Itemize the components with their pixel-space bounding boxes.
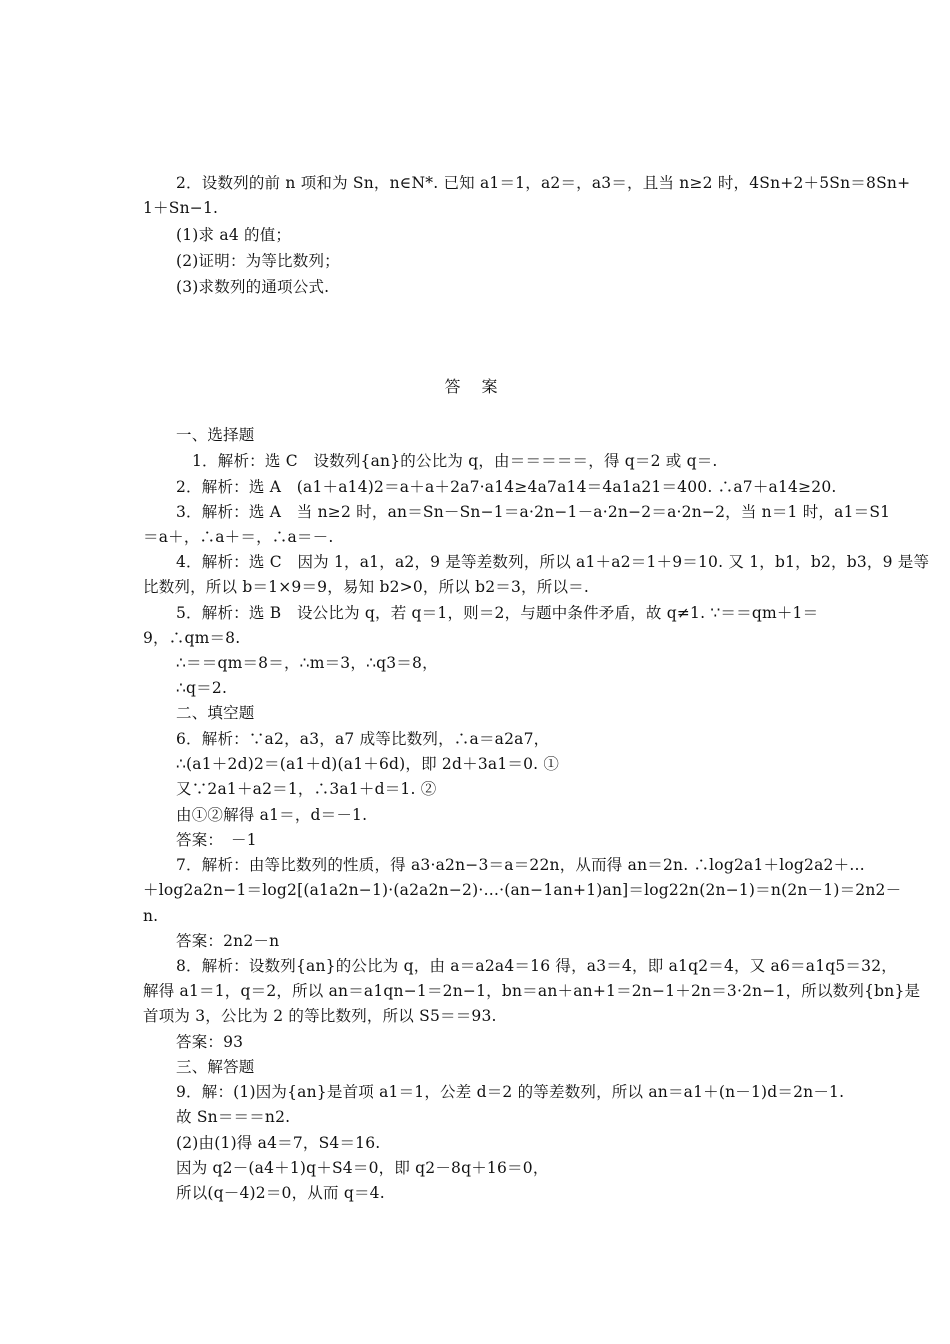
answer-line: 2．解析：选 A (a1＋a14)2＝a＋a＋2a7·a14≥4a7a14＝4a1a21＝400. ∴a7＋a14≥20.	[176, 478, 837, 496]
answer-line: 因为 q2－(a4＋1)q＋S4＝0，即 q2－8q＋16＝0，	[176, 1159, 549, 1177]
answer-line: 8．解析：设数列{an}的公比为 q，由 a＝a2a4＝16 得，a3＝4，即 a1q2＝4，又 a6＝a1q5＝32，	[176, 957, 897, 975]
section-heading: 一、选择题	[176, 426, 255, 444]
answer-line: 答案：2n2－n	[176, 932, 280, 950]
answer-line: 9．解：(1)因为{an}是首项 a1＝1，公差 d＝2 的等差数列，所以 an＝a1＋(n－1)d＝2n－1.	[176, 1083, 845, 1101]
answer-line: n.	[143, 907, 159, 925]
problem-line: (2)证明：为等比数列；	[176, 252, 340, 270]
answer-line: 由①②解得 a1＝，d＝－1.	[176, 806, 368, 824]
answer-line: ＝a＋，∴a＋＝，∴a＝－.	[143, 528, 334, 546]
problem-line: (1)求 a4 的值；	[176, 226, 292, 244]
answer-line: 故 Sn＝＝＝n2.	[176, 1108, 291, 1126]
answer-line: 所以(q－4)2＝0，从而 q＝4.	[176, 1184, 385, 1202]
answer-line: 1．解析：选 C 设数列{an}的公比为 q，由＝＝＝＝＝，得 q＝2 或 q＝.	[192, 452, 718, 470]
problem-line: 2．设数列的前 n 项和为 Sn，n∈N*. 已知 a1＝1，a2＝，a3＝，且当 n≥2 时，4Sn+2＋5Sn＝8Sn+	[176, 174, 911, 192]
answer-line: 6．解析：∵a2，a3，a7 成等比数列，∴a＝a2a7，	[176, 730, 550, 748]
answer-line: ∴(a1＋2d)2＝(a1＋d)(a1＋6d)，即 2d＋3a1＝0. ①	[176, 755, 560, 773]
answer-line: ∴q＝2.	[176, 679, 228, 697]
problem-line: 1＋Sn−1.	[143, 199, 219, 217]
answer-line: 7．解析：由等比数列的性质，得 a3·a2n−3＝a＝22n，从而得 an＝2n. ∴log2a1＋log2a2＋…	[176, 856, 866, 874]
answer-line: ∴＝＝qm＝8＝，∴m＝3，∴q3＝8，	[176, 654, 438, 672]
section-heading: 二、填空题	[176, 704, 255, 722]
section-heading: 三、解答题	[176, 1058, 255, 1076]
answer-line: ＋log2a2n−1＝log2[(a1a2n−1)·(a2a2n−2)·…·(an−1an+1)an]＝log22n(2n−1)＝n(2n－1)＝2n2－	[143, 881, 902, 899]
answer-line: 9，∴qm＝8.	[143, 629, 241, 647]
answer-line: 比数列，所以 b＝1×9＝9，易知 b2>0，所以 b2＝3，所以＝.	[143, 578, 589, 596]
problem-line: (3)求数列的通项公式.	[176, 278, 330, 296]
answer-line: 5．解析：选 B 设公比为 q，若 q＝1，则＝2，与题中条件矛盾，故 q≠1. ∵＝＝qm＋1＝	[176, 604, 819, 622]
answer-title: 答 案	[444, 377, 506, 396]
answer-line: 又∵2a1＋a2＝1，∴3a1＋d＝1. ②	[176, 780, 437, 798]
answer-line: 首项为 3，公比为 2 的等比数列，所以 S5＝＝93.	[143, 1007, 497, 1025]
answer-line: 3．解析：选 A 当 n≥2 时，an＝Sn－Sn−1＝a·2n−1－a·2n−2＝a·2n−2，当 n＝1 时，a1＝S1	[176, 503, 891, 521]
answer-line: 解得 a1＝1，q＝2，所以 an＝a1qn−1＝2n−1，bn＝an＋an+1＝2n−1＋2n＝3·2n−1，所以数列{bn}是	[143, 982, 921, 1000]
answer-line: 4．解析：选 C 因为 1，a1，a2，9 是等差数列，所以 a1＋a2＝1＋9＝10. 又 1，b1，b2，b3，9 是等	[176, 553, 930, 571]
answer-line: 答案：93	[176, 1033, 244, 1051]
answer-line: 答案： －1	[176, 831, 257, 849]
answer-line: (2)由(1)得 a4＝7，S4＝16.	[176, 1134, 381, 1152]
